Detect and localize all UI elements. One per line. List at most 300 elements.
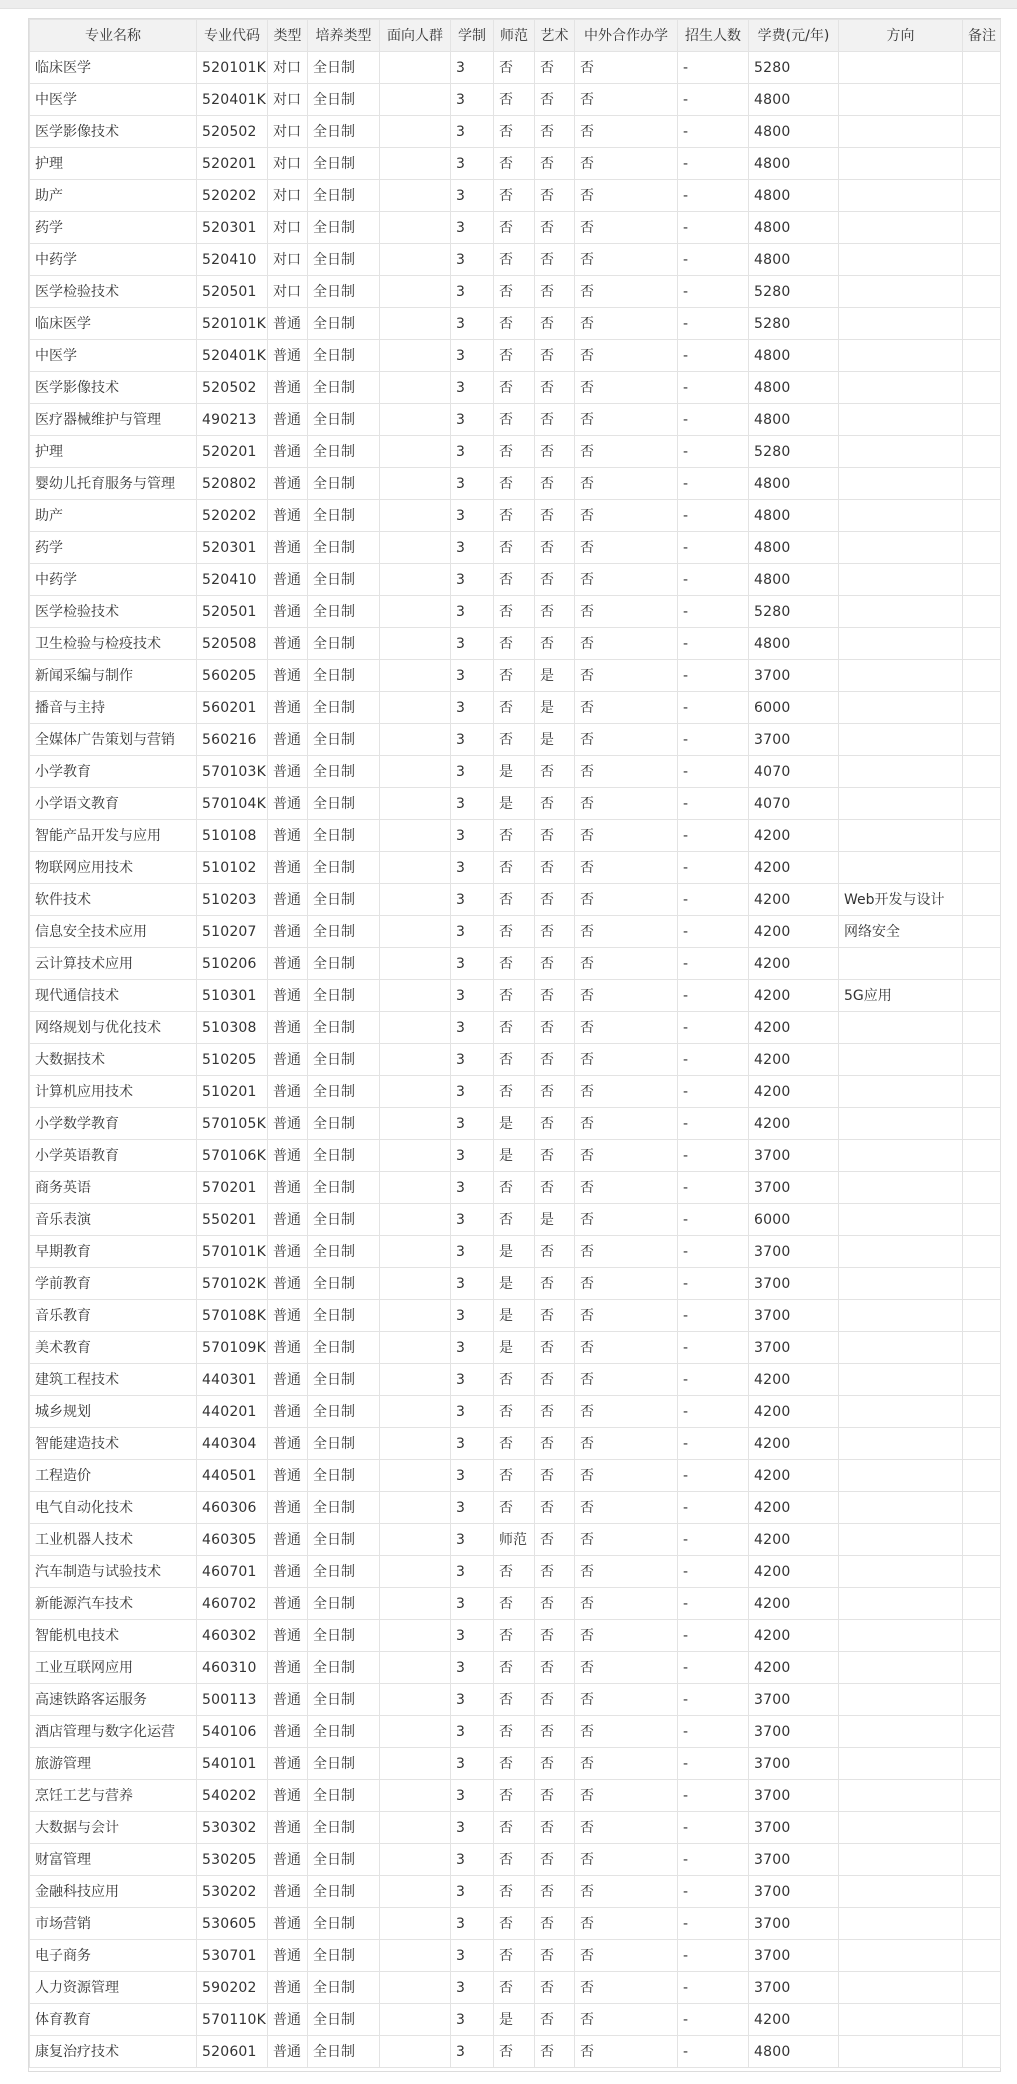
duration-cell: 3	[451, 1748, 494, 1780]
majors-table	[29, 19, 1001, 2068]
tuition-cell: 4200	[749, 884, 839, 916]
training-type-cell: 全日制	[308, 980, 380, 1012]
major-code-cell: 440501	[197, 1460, 268, 1492]
major-name-cell: 小学语文教育	[30, 788, 197, 820]
normal-cell: 是	[494, 756, 535, 788]
tuition-cell: 5280	[749, 596, 839, 628]
audience-cell	[380, 1716, 451, 1748]
enrollment-cell: -	[678, 1908, 749, 1940]
normal-cell: 否	[494, 1844, 535, 1876]
art-cell: 否	[535, 532, 575, 564]
normal-cell: 否	[494, 820, 535, 852]
enrollment-cell: -	[678, 276, 749, 308]
major-code-cell: 570109K	[197, 1332, 268, 1364]
major-code-cell: 570106K	[197, 1140, 268, 1172]
major-code-cell: 440301	[197, 1364, 268, 1396]
duration-cell: 3	[451, 1044, 494, 1076]
art-cell: 否	[535, 1652, 575, 1684]
tuition-cell: 4800	[749, 468, 839, 500]
tuition-cell: 4200	[749, 1428, 839, 1460]
enrollment-cell: -	[678, 180, 749, 212]
table-row	[30, 884, 1001, 916]
enrollment-cell: -	[678, 244, 749, 276]
direction-cell	[839, 404, 963, 436]
tuition-cell: 4800	[749, 372, 839, 404]
type-cell: 普通	[268, 1236, 308, 1268]
table-row	[30, 372, 1001, 404]
normal-cell: 否	[494, 116, 535, 148]
normal-cell: 是	[494, 1236, 535, 1268]
training-type-cell: 全日制	[308, 468, 380, 500]
major-code-cell: 520802	[197, 468, 268, 500]
training-type-cell: 全日制	[308, 724, 380, 756]
remarks-cell	[963, 1044, 1001, 1076]
duration-cell: 3	[451, 244, 494, 276]
major-name-cell: 临床医学	[30, 52, 197, 84]
duration-cell: 3	[451, 1332, 494, 1364]
art-cell: 否	[535, 1780, 575, 1812]
normal-cell: 否	[494, 852, 535, 884]
major-name-cell: 学前教育	[30, 1268, 197, 1300]
table-row	[30, 468, 1001, 500]
direction-cell	[839, 660, 963, 692]
tuition-cell: 3700	[749, 1684, 839, 1716]
sino-foreign-cell: 否	[575, 1076, 678, 1108]
remarks-cell	[963, 500, 1001, 532]
major-code-cell: 520601	[197, 2036, 268, 2068]
tuition-cell: 3700	[749, 1908, 839, 1940]
art-cell: 否	[535, 756, 575, 788]
major-code-cell: 510301	[197, 980, 268, 1012]
remarks-cell	[963, 692, 1001, 724]
direction-cell	[839, 1140, 963, 1172]
table-row	[30, 692, 1001, 724]
enrollment-cell: -	[678, 1204, 749, 1236]
table-row	[30, 1204, 1001, 1236]
major-name-cell: 助产	[30, 180, 197, 212]
sino-foreign-cell: 否	[575, 724, 678, 756]
art-cell: 否	[535, 1908, 575, 1940]
training-type-cell: 全日制	[308, 1076, 380, 1108]
direction-cell	[839, 692, 963, 724]
major-code-cell: 570108K	[197, 1300, 268, 1332]
direction-cell	[839, 1364, 963, 1396]
training-type-cell: 全日制	[308, 148, 380, 180]
sino-foreign-cell: 否	[575, 564, 678, 596]
remarks-cell	[963, 1396, 1001, 1428]
audience-cell	[380, 852, 451, 884]
sino-foreign-cell: 否	[575, 692, 678, 724]
type-cell: 普通	[268, 1044, 308, 1076]
audience-cell	[380, 404, 451, 436]
major-code-cell: 520501	[197, 596, 268, 628]
major-code-cell: 570110K	[197, 2004, 268, 2036]
table-row	[30, 1684, 1001, 1716]
major-code-cell: 460701	[197, 1556, 268, 1588]
major-code-cell: 570101K	[197, 1236, 268, 1268]
duration-cell: 3	[451, 1716, 494, 1748]
duration-cell: 3	[451, 1972, 494, 2004]
type-cell: 对口	[268, 212, 308, 244]
sino-foreign-cell: 否	[575, 756, 678, 788]
art-cell: 否	[535, 372, 575, 404]
sino-foreign-cell: 否	[575, 1268, 678, 1300]
direction-cell	[839, 1748, 963, 1780]
major-name-cell: 商务英语	[30, 1172, 197, 1204]
major-code-cell: 520410	[197, 244, 268, 276]
duration-cell: 3	[451, 1684, 494, 1716]
enrollment-cell: -	[678, 1780, 749, 1812]
remarks-cell	[963, 276, 1001, 308]
direction-cell	[839, 148, 963, 180]
major-name-cell: 音乐表演	[30, 1204, 197, 1236]
major-code-cell: 520101K	[197, 52, 268, 84]
audience-cell	[380, 532, 451, 564]
table-row	[30, 84, 1001, 116]
art-cell: 否	[535, 628, 575, 660]
training-type-cell: 全日制	[308, 84, 380, 116]
table-row	[30, 1844, 1001, 1876]
tuition-cell: 4200	[749, 1076, 839, 1108]
training-type-cell: 全日制	[308, 1204, 380, 1236]
major-name-cell: 网络规划与优化技术	[30, 1012, 197, 1044]
type-cell: 普通	[268, 596, 308, 628]
remarks-cell	[963, 244, 1001, 276]
enrollment-cell: -	[678, 1460, 749, 1492]
major-code-cell: 560201	[197, 692, 268, 724]
audience-cell	[380, 788, 451, 820]
remarks-cell	[963, 1268, 1001, 1300]
type-cell: 普通	[268, 1076, 308, 1108]
normal-cell: 是	[494, 1300, 535, 1332]
remarks-cell	[963, 1460, 1001, 1492]
sino-foreign-cell: 否	[575, 148, 678, 180]
duration-cell: 3	[451, 1140, 494, 1172]
type-cell: 普通	[268, 1108, 308, 1140]
training-type-cell: 全日制	[308, 1684, 380, 1716]
sino-foreign-cell: 否	[575, 404, 678, 436]
header-training-type: 培养类型	[308, 20, 380, 52]
training-type-cell: 全日制	[308, 180, 380, 212]
training-type-cell: 全日制	[308, 1428, 380, 1460]
major-code-cell: 460302	[197, 1620, 268, 1652]
art-cell: 否	[535, 1972, 575, 2004]
tuition-cell: 4200	[749, 1556, 839, 1588]
training-type-cell: 全日制	[308, 500, 380, 532]
art-cell: 否	[535, 596, 575, 628]
art-cell: 否	[535, 1524, 575, 1556]
type-cell: 普通	[268, 564, 308, 596]
audience-cell	[380, 1876, 451, 1908]
remarks-cell	[963, 980, 1001, 1012]
major-name-cell: 大数据与会计	[30, 1812, 197, 1844]
training-type-cell: 全日制	[308, 1108, 380, 1140]
major-code-cell: 570102K	[197, 1268, 268, 1300]
audience-cell	[380, 948, 451, 980]
sino-foreign-cell: 否	[575, 2036, 678, 2068]
major-code-cell: 570103K	[197, 756, 268, 788]
type-cell: 对口	[268, 244, 308, 276]
enrollment-cell: -	[678, 1140, 749, 1172]
major-code-cell: 520401K	[197, 84, 268, 116]
remarks-cell	[963, 1556, 1001, 1588]
header-tuition: 学费(元/年)	[749, 20, 839, 52]
type-cell: 普通	[268, 1428, 308, 1460]
type-cell: 普通	[268, 980, 308, 1012]
enrollment-cell: -	[678, 372, 749, 404]
enrollment-cell: -	[678, 500, 749, 532]
normal-cell: 是	[494, 1268, 535, 1300]
type-cell: 对口	[268, 84, 308, 116]
remarks-cell	[963, 2036, 1001, 2068]
table-row	[30, 660, 1001, 692]
tuition-cell: 4200	[749, 1652, 839, 1684]
major-code-cell: 520301	[197, 532, 268, 564]
normal-cell: 否	[494, 244, 535, 276]
sino-foreign-cell: 否	[575, 2004, 678, 2036]
normal-cell: 否	[494, 1044, 535, 1076]
normal-cell: 否	[494, 404, 535, 436]
major-code-cell: 520502	[197, 116, 268, 148]
major-name-cell: 智能产品开发与应用	[30, 820, 197, 852]
duration-cell: 3	[451, 852, 494, 884]
major-code-cell: 540101	[197, 1748, 268, 1780]
audience-cell	[380, 660, 451, 692]
remarks-cell	[963, 1716, 1001, 1748]
enrollment-cell: -	[678, 1364, 749, 1396]
audience-cell	[380, 1300, 451, 1332]
major-name-cell: 电子商务	[30, 1940, 197, 1972]
enrollment-cell: -	[678, 436, 749, 468]
audience-cell	[380, 1428, 451, 1460]
normal-cell: 否	[494, 1716, 535, 1748]
duration-cell: 3	[451, 468, 494, 500]
enrollment-cell: -	[678, 2004, 749, 2036]
table-row	[30, 436, 1001, 468]
remarks-cell	[963, 820, 1001, 852]
remarks-cell	[963, 372, 1001, 404]
normal-cell: 是	[494, 1332, 535, 1364]
direction-cell	[839, 1076, 963, 1108]
duration-cell: 3	[451, 1076, 494, 1108]
duration-cell: 3	[451, 1300, 494, 1332]
remarks-cell	[963, 564, 1001, 596]
direction-cell	[839, 1172, 963, 1204]
audience-cell	[380, 1140, 451, 1172]
training-type-cell: 全日制	[308, 1332, 380, 1364]
normal-cell: 否	[494, 52, 535, 84]
enrollment-cell: -	[678, 1620, 749, 1652]
remarks-cell	[963, 948, 1001, 980]
normal-cell: 否	[494, 1588, 535, 1620]
major-code-cell: 460305	[197, 1524, 268, 1556]
art-cell: 否	[535, 1076, 575, 1108]
type-cell: 普通	[268, 1620, 308, 1652]
sino-foreign-cell: 否	[575, 1684, 678, 1716]
table-row	[30, 2036, 1001, 2068]
direction-cell	[839, 1492, 963, 1524]
sino-foreign-cell: 否	[575, 788, 678, 820]
table-row	[30, 1044, 1001, 1076]
major-name-cell: 全媒体广告策划与营销	[30, 724, 197, 756]
major-name-cell: 高速铁路客运服务	[30, 1684, 197, 1716]
table-row	[30, 1268, 1001, 1300]
type-cell: 普通	[268, 1652, 308, 1684]
duration-cell: 3	[451, 1652, 494, 1684]
art-cell: 否	[535, 1844, 575, 1876]
tuition-cell: 6000	[749, 1204, 839, 1236]
remarks-cell	[963, 468, 1001, 500]
enrollment-cell: -	[678, 1812, 749, 1844]
remarks-cell	[963, 1108, 1001, 1140]
enrollment-cell: -	[678, 340, 749, 372]
sino-foreign-cell: 否	[575, 532, 678, 564]
direction-cell	[839, 1588, 963, 1620]
remarks-cell	[963, 1748, 1001, 1780]
direction-cell	[839, 1556, 963, 1588]
duration-cell: 3	[451, 724, 494, 756]
tuition-cell: 4800	[749, 532, 839, 564]
header-audience: 面向人群	[380, 20, 451, 52]
major-name-cell: 小学英语教育	[30, 1140, 197, 1172]
type-cell: 普通	[268, 916, 308, 948]
audience-cell	[380, 84, 451, 116]
tuition-cell: 4200	[749, 1012, 839, 1044]
tuition-cell: 5280	[749, 276, 839, 308]
audience-cell	[380, 820, 451, 852]
major-code-cell: 510207	[197, 916, 268, 948]
training-type-cell: 全日制	[308, 948, 380, 980]
major-code-cell: 520201	[197, 148, 268, 180]
tuition-cell: 4200	[749, 2004, 839, 2036]
tuition-cell: 3700	[749, 1876, 839, 1908]
header-enrollment: 招生人数	[678, 20, 749, 52]
table-row	[30, 180, 1001, 212]
enrollment-cell: -	[678, 1236, 749, 1268]
duration-cell: 3	[451, 1236, 494, 1268]
major-code-cell: 590202	[197, 1972, 268, 2004]
enrollment-cell: -	[678, 852, 749, 884]
sino-foreign-cell: 否	[575, 500, 678, 532]
sino-foreign-cell: 否	[575, 980, 678, 1012]
audience-cell	[380, 596, 451, 628]
normal-cell: 否	[494, 1460, 535, 1492]
type-cell: 普通	[268, 660, 308, 692]
direction-cell	[839, 372, 963, 404]
normal-cell: 是	[494, 788, 535, 820]
remarks-cell	[963, 532, 1001, 564]
major-code-cell: 540202	[197, 1780, 268, 1812]
tuition-cell: 4200	[749, 1620, 839, 1652]
tuition-cell: 3700	[749, 1844, 839, 1876]
direction-cell	[839, 1012, 963, 1044]
training-type-cell: 全日制	[308, 1652, 380, 1684]
major-name-cell: 电气自动化技术	[30, 1492, 197, 1524]
direction-cell	[839, 852, 963, 884]
art-cell: 否	[535, 404, 575, 436]
remarks-cell	[963, 1300, 1001, 1332]
major-name-cell: 软件技术	[30, 884, 197, 916]
audience-cell	[380, 340, 451, 372]
major-code-cell: 510102	[197, 852, 268, 884]
enrollment-cell: -	[678, 308, 749, 340]
audience-cell	[380, 1812, 451, 1844]
training-type-cell: 全日制	[308, 1524, 380, 1556]
art-cell: 否	[535, 1236, 575, 1268]
type-cell: 普通	[268, 884, 308, 916]
table-row	[30, 244, 1001, 276]
sino-foreign-cell: 否	[575, 852, 678, 884]
art-cell: 否	[535, 1428, 575, 1460]
header-major-code: 专业代码	[197, 20, 268, 52]
tuition-cell: 3700	[749, 1332, 839, 1364]
tuition-cell: 4800	[749, 340, 839, 372]
duration-cell: 3	[451, 212, 494, 244]
remarks-cell	[963, 84, 1001, 116]
art-cell: 否	[535, 1460, 575, 1492]
duration-cell: 3	[451, 1524, 494, 1556]
type-cell: 普通	[268, 1940, 308, 1972]
remarks-cell	[963, 1908, 1001, 1940]
major-name-cell: 云计算技术应用	[30, 948, 197, 980]
enrollment-cell: -	[678, 660, 749, 692]
audience-cell	[380, 52, 451, 84]
remarks-cell	[963, 52, 1001, 84]
table-row	[30, 1172, 1001, 1204]
enrollment-cell: -	[678, 724, 749, 756]
sino-foreign-cell: 否	[575, 820, 678, 852]
direction-cell	[839, 1972, 963, 2004]
type-cell: 普通	[268, 1396, 308, 1428]
normal-cell: 否	[494, 948, 535, 980]
enrollment-cell: -	[678, 84, 749, 116]
major-name-cell: 卫生检验与检疫技术	[30, 628, 197, 660]
table-row	[30, 532, 1001, 564]
type-cell: 普通	[268, 1204, 308, 1236]
tuition-cell: 3700	[749, 1172, 839, 1204]
art-cell: 否	[535, 308, 575, 340]
tuition-cell: 4800	[749, 500, 839, 532]
direction-cell	[839, 276, 963, 308]
major-name-cell: 小学数学教育	[30, 1108, 197, 1140]
normal-cell: 否	[494, 1940, 535, 1972]
table-body	[30, 52, 1001, 2068]
type-cell: 普通	[268, 500, 308, 532]
art-cell: 否	[535, 948, 575, 980]
art-cell: 否	[535, 2036, 575, 2068]
duration-cell: 3	[451, 180, 494, 212]
audience-cell	[380, 692, 451, 724]
type-cell: 普通	[268, 1524, 308, 1556]
direction-cell	[839, 1108, 963, 1140]
tuition-cell: 6000	[749, 692, 839, 724]
duration-cell: 3	[451, 276, 494, 308]
major-name-cell: 智能机电技术	[30, 1620, 197, 1652]
enrollment-cell: -	[678, 2036, 749, 2068]
direction-cell	[839, 1908, 963, 1940]
major-name-cell: 物联网应用技术	[30, 852, 197, 884]
tuition-cell: 4200	[749, 820, 839, 852]
training-type-cell: 全日制	[308, 596, 380, 628]
sino-foreign-cell: 否	[575, 244, 678, 276]
duration-cell: 3	[451, 1876, 494, 1908]
table-row	[30, 116, 1001, 148]
normal-cell: 否	[494, 1204, 535, 1236]
duration-cell: 3	[451, 628, 494, 660]
duration-cell: 3	[451, 436, 494, 468]
art-cell: 否	[535, 788, 575, 820]
duration-cell: 3	[451, 1396, 494, 1428]
